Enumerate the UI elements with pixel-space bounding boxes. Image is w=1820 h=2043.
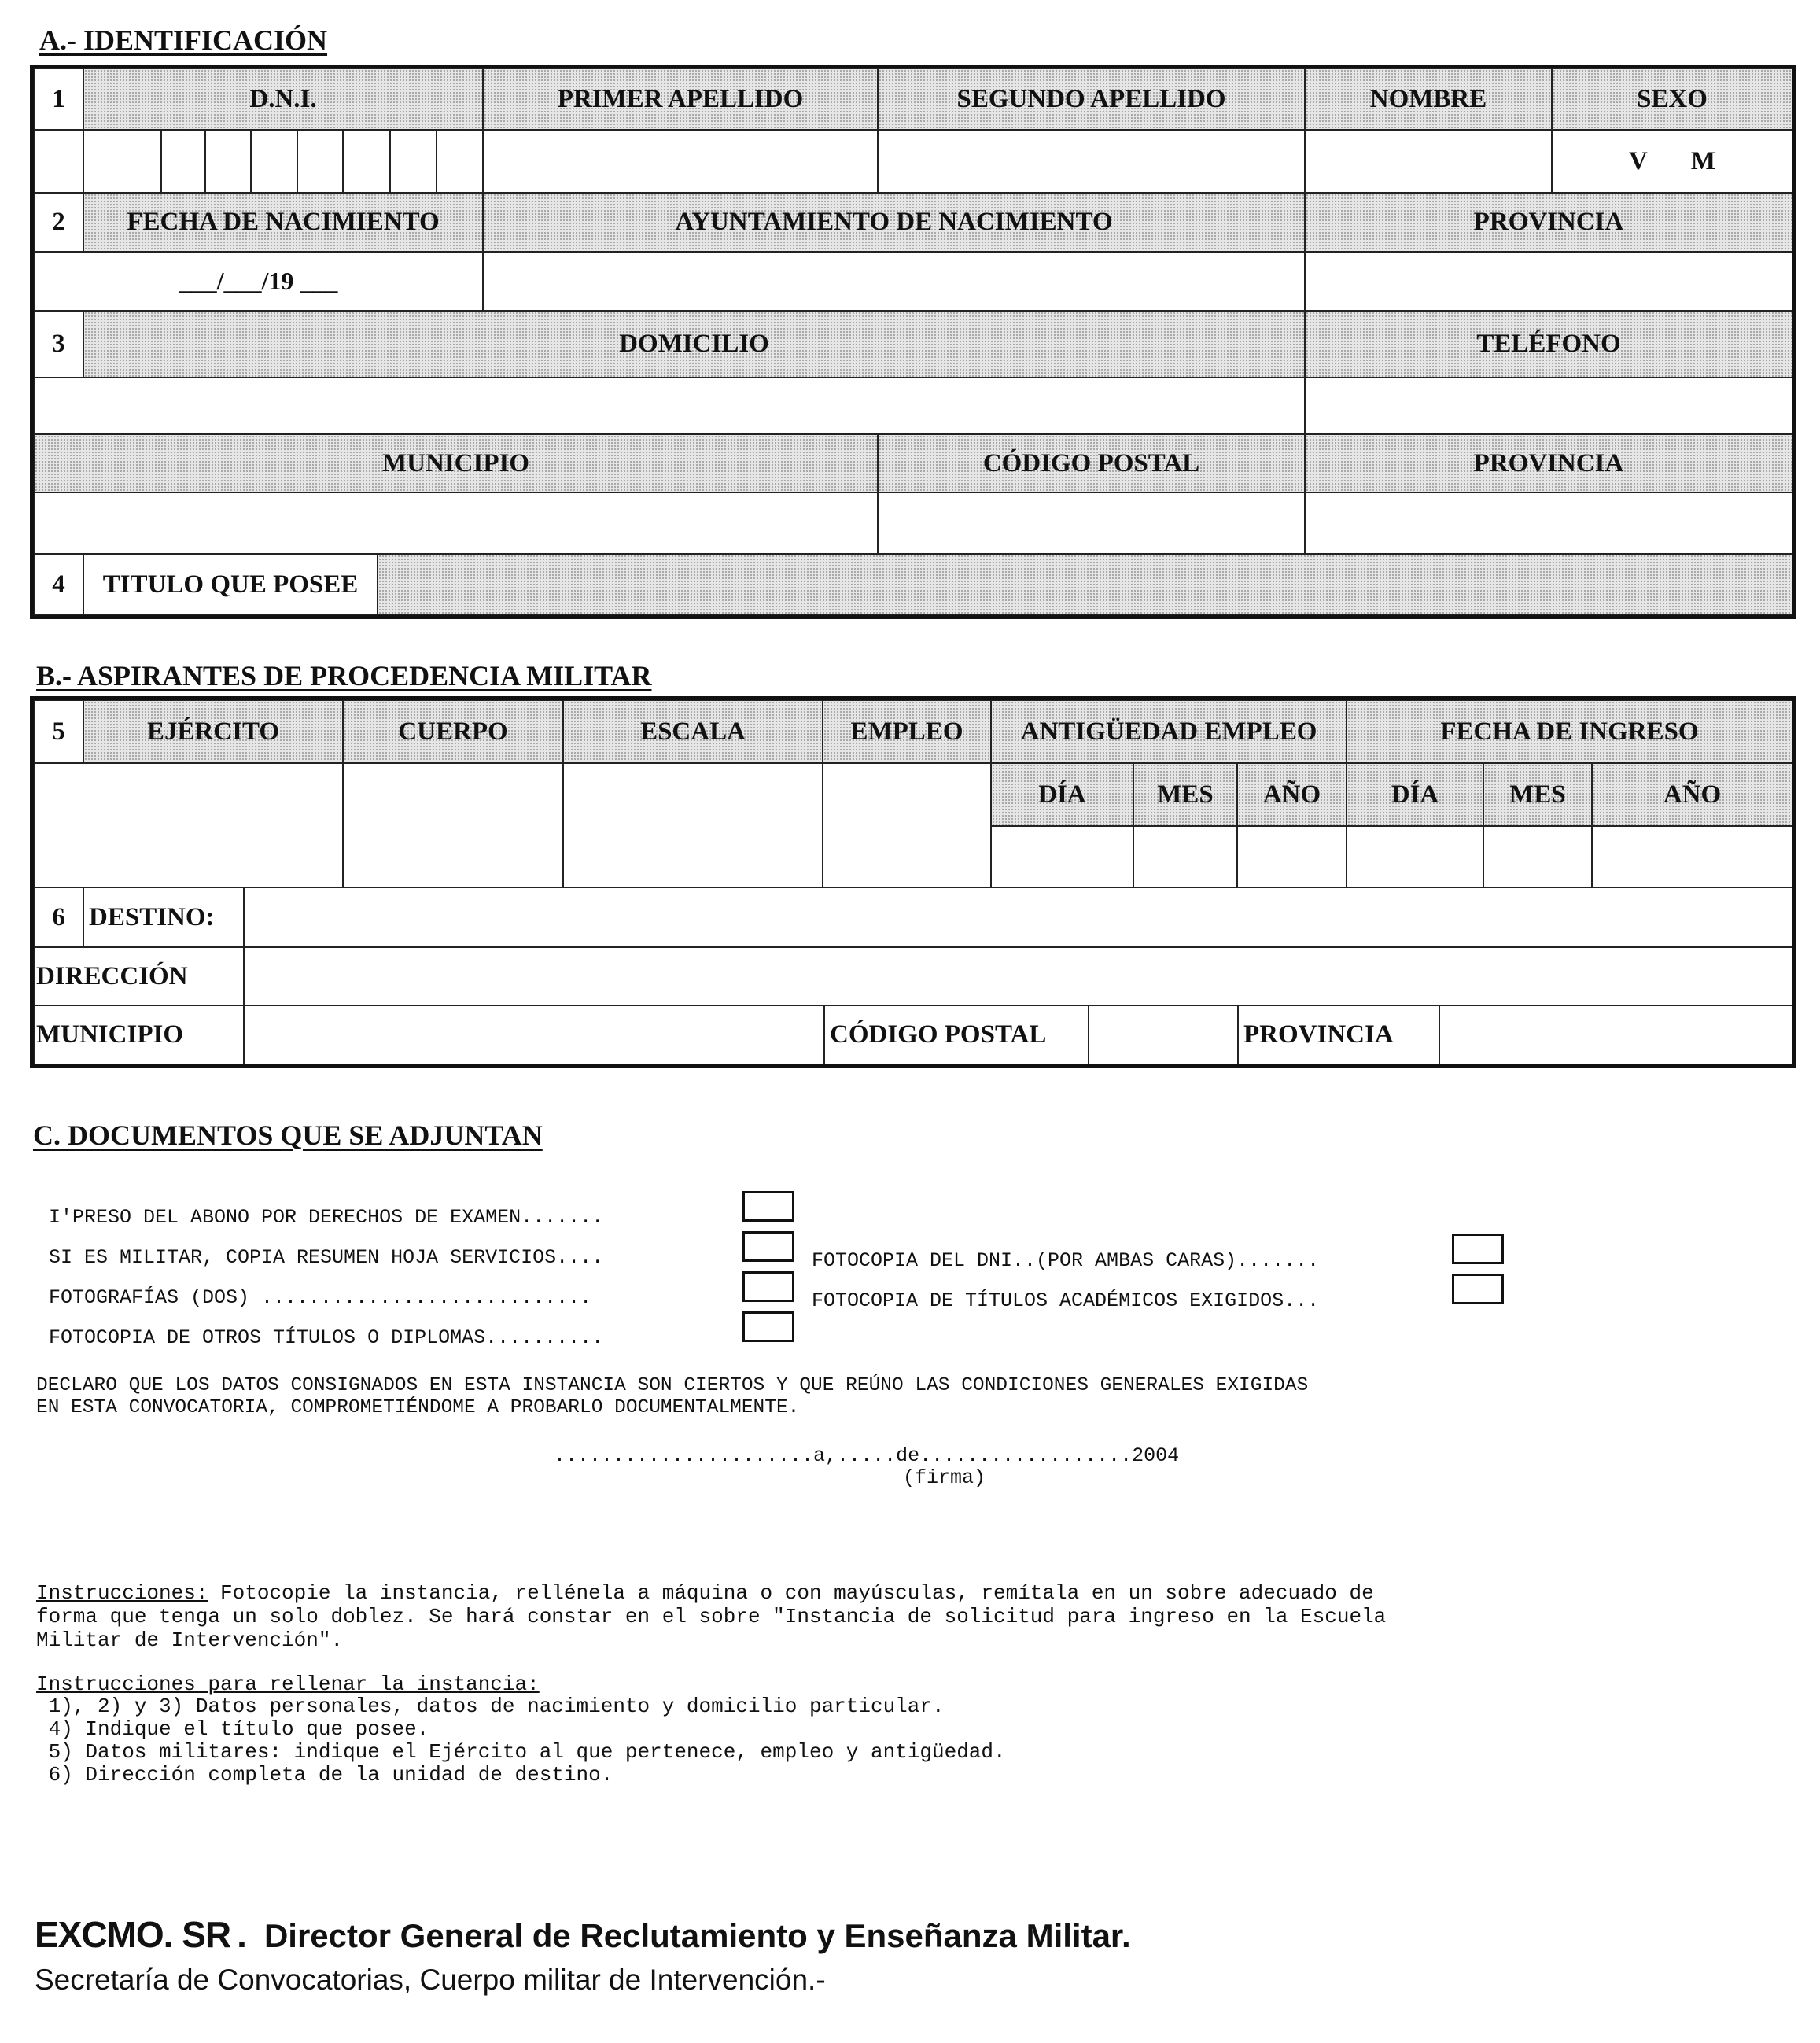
dni-digit-cell[interactable]	[161, 130, 205, 193]
direccion-field[interactable]	[244, 947, 1792, 1005]
codigo-postal-header: CÓDIGO POSTAL	[878, 434, 1305, 492]
domicilio-header: DOMICILIO	[83, 311, 1305, 378]
secretaria-label: Secretaría de Convocatorias, Cuerpo militar de Intervención.-	[35, 1964, 826, 1996]
sexo-m-option[interactable]: M	[1690, 146, 1715, 175]
declaracion-line-2: EN ESTA CONVOCATORIA, COMPROMETIÉNDOME A PROBARLO DOCUMENTALMENTE.	[36, 1397, 800, 1418]
provincia-nacimiento-header: PROVINCIA	[1305, 193, 1792, 252]
antiguedad-dia-header: DÍA	[991, 763, 1133, 826]
firma-label: (firma)	[903, 1466, 986, 1489]
instrucciones-item: 5) Datos militares: indique el Ejército al que pertenece, empleo y antigüedad.	[36, 1740, 1006, 1764]
instrucciones-line-2: forma que tenga un solo doblez. Se hará constar en el sobre "Instancia de solicitud para ingreso en la Escuela	[36, 1605, 1387, 1628]
instrucciones-label: Instrucciones:	[36, 1581, 208, 1605]
nombre-header: NOMBRE	[1305, 68, 1552, 130]
doc-otros-titulos-label: FOTOCOPIA DE OTROS TÍTULOS O DIPLOMAS..........	[49, 1326, 604, 1349]
dni-digit-cell[interactable]	[390, 130, 437, 193]
dni-digit-cell[interactable]	[343, 130, 390, 193]
doc-otros-titulos-checkbox[interactable]	[742, 1311, 794, 1342]
instrucciones-line-1	[36, 1581, 1374, 1605]
escala-field[interactable]	[563, 763, 823, 887]
antiguedad-anio-field[interactable]	[1237, 826, 1347, 887]
excmo-label: EXCMO. SR	[35, 1914, 231, 1955]
doc-fotografias-checkbox[interactable]	[742, 1271, 794, 1302]
destino-label: DESTINO:	[83, 887, 244, 947]
doc-hoja-servicios-label: SI ES MILITAR, COPIA RESUMEN HOJA SERVICIOS....	[49, 1246, 604, 1269]
doc-fotografias-label: FOTOGRAFÍAS (DOS) ............................	[49, 1286, 592, 1309]
director-label: Director General de Reclutamiento y Enseñanza Militar.	[263, 1917, 1131, 1954]
declaracion-line-1: DECLARO QUE LOS DATOS CONSIGNADOS EN ESTA INSTANCIA SON CIERTOS Y QUE REÚNO LAS CONDICIONES GENERALES EXIGIDAS	[36, 1375, 1309, 1396]
provincia-domicilio-header: PROVINCIA	[1305, 434, 1792, 492]
row-number-1: 1	[34, 68, 83, 130]
dni-digit-cell[interactable]	[297, 130, 343, 193]
dni-digit-cell[interactable]	[251, 130, 297, 193]
municipio-destino-label: MUNICIPIO	[34, 1005, 244, 1064]
municipio-header: MUNICIPIO	[34, 434, 878, 492]
provincia-nacimiento-field[interactable]	[1305, 252, 1792, 311]
antiguedad-mes-field[interactable]	[1133, 826, 1237, 887]
antiguedad-header: ANTIGÜEDAD EMPLEO	[991, 700, 1347, 763]
segundo-apellido-header: SEGUNDO APELLIDO	[878, 68, 1305, 130]
provincia-destino-field[interactable]	[1439, 1005, 1792, 1064]
excmo-dot: .	[237, 1914, 247, 1955]
titulo-field[interactable]	[378, 554, 1792, 615]
ayuntamiento-header: AYUNTAMIENTO DE NACIMIENTO	[483, 193, 1305, 252]
direccion-label: DIRECCIÓN	[34, 947, 244, 1005]
doc-abono-label: I'PRESO DEL ABONO POR DERECHOS DE EXAMEN.......	[49, 1206, 604, 1229]
ingreso-mes-header: MES	[1483, 763, 1592, 826]
ingreso-mes-field[interactable]	[1483, 826, 1592, 887]
ejercito-header: EJÉRCITO	[83, 700, 343, 763]
instrucciones-item: 6) Dirección completa de la unidad de destino.	[36, 1763, 613, 1787]
empleo-field[interactable]	[823, 763, 991, 887]
fecha-nacimiento-field[interactable]: ___/___/19 ___	[34, 252, 483, 311]
primer-apellido-field[interactable]	[483, 130, 878, 193]
doc-dni-label: FOTOCOPIA DEL DNI..(POR AMBAS CARAS).......	[812, 1249, 1320, 1272]
ayuntamiento-field[interactable]	[483, 252, 1305, 311]
instrucciones-line-3: Militar de Intervención".	[36, 1628, 344, 1652]
ingreso-anio-header: AÑO	[1592, 763, 1792, 826]
dni-header: D.N.I.	[83, 68, 483, 130]
dni-digit-cell[interactable]	[34, 130, 83, 193]
row-number-5: 5	[34, 700, 83, 763]
doc-titulos-academicos-label: FOTOCOPIA DE TÍTULOS ACADÉMICOS EXIGIDOS...	[812, 1289, 1320, 1312]
provincia-destino-label: PROVINCIA	[1238, 1005, 1439, 1064]
municipio-destino-field[interactable]	[244, 1005, 824, 1064]
section-a-title: A.- IDENTIFICACIÓN	[39, 24, 328, 56]
provincia-domicilio-field[interactable]	[1305, 492, 1792, 554]
ingreso-dia-header: DÍA	[1347, 763, 1483, 826]
cuerpo-field[interactable]	[343, 763, 563, 887]
destino-field[interactable]	[244, 887, 1792, 947]
telefono-field[interactable]	[1305, 378, 1792, 434]
dni-digit-cell[interactable]	[205, 130, 251, 193]
empleo-header: EMPLEO	[823, 700, 991, 763]
instrucciones-rellenar-title: Instrucciones para rellenar la instancia:	[36, 1672, 540, 1696]
sexo-header: SEXO	[1552, 68, 1792, 130]
row-number-2: 2	[34, 193, 83, 252]
footer-addressee	[35, 1913, 1131, 1956]
titulo-header: TITULO QUE POSEE	[83, 554, 378, 615]
antiguedad-anio-header: AÑO	[1237, 763, 1347, 826]
nombre-field[interactable]	[1305, 130, 1552, 193]
fecha-ingreso-header: FECHA DE INGRESO	[1347, 700, 1792, 763]
instrucciones-text-1: Fotocopie la instancia, rellénela a máquina o con mayúsculas, remítala en un sobre adecuado de	[208, 1581, 1374, 1605]
codigo-postal-destino-label: CÓDIGO POSTAL	[824, 1005, 1089, 1064]
domicilio-field[interactable]	[34, 378, 1305, 434]
telefono-header: TELÉFONO	[1305, 311, 1792, 378]
dni-digit-cell[interactable]	[83, 130, 161, 193]
ingreso-dia-field[interactable]	[1347, 826, 1483, 887]
codigo-postal-field[interactable]	[878, 492, 1305, 554]
antiguedad-mes-header: MES	[1133, 763, 1237, 826]
doc-dni-checkbox[interactable]	[1452, 1234, 1504, 1264]
escala-header: ESCALA	[563, 700, 823, 763]
row-number-4: 4	[34, 554, 83, 615]
instrucciones-item: 4) Indique el título que posee.	[36, 1717, 429, 1741]
codigo-postal-destino-field[interactable]	[1089, 1005, 1238, 1064]
ejercito-field[interactable]	[34, 763, 343, 887]
fecha-nacimiento-header: FECHA DE NACIMIENTO	[83, 193, 483, 252]
doc-abono-checkbox[interactable]	[742, 1191, 794, 1222]
segundo-apellido-field[interactable]	[878, 130, 1305, 193]
doc-titulos-academicos-checkbox[interactable]	[1452, 1274, 1504, 1304]
dni-digit-cell[interactable]	[437, 130, 483, 193]
section-c-title: C. DOCUMENTOS QUE SE ADJUNTAN	[33, 1119, 543, 1151]
doc-hoja-servicios-checkbox[interactable]	[742, 1231, 794, 1262]
row-number-6: 6	[34, 887, 83, 947]
fecha-firma-line[interactable]: ......................a,.....de..................2004	[554, 1444, 1180, 1467]
sexo-v-option[interactable]: V	[1629, 146, 1648, 175]
sexo-field[interactable]	[1552, 130, 1792, 193]
cuerpo-header: CUERPO	[343, 700, 563, 763]
ingreso-anio-field[interactable]	[1592, 826, 1792, 887]
row-number-3: 3	[34, 311, 83, 378]
section-b-title: B.- ASPIRANTES DE PROCEDENCIA MILITAR	[36, 660, 652, 691]
antiguedad-dia-field[interactable]	[991, 826, 1133, 887]
primer-apellido-header: PRIMER APELLIDO	[483, 68, 878, 130]
instrucciones-item: 1), 2) y 3) Datos personales, datos de nacimiento y domicilio particular.	[36, 1695, 945, 1718]
municipio-field[interactable]	[34, 492, 878, 554]
